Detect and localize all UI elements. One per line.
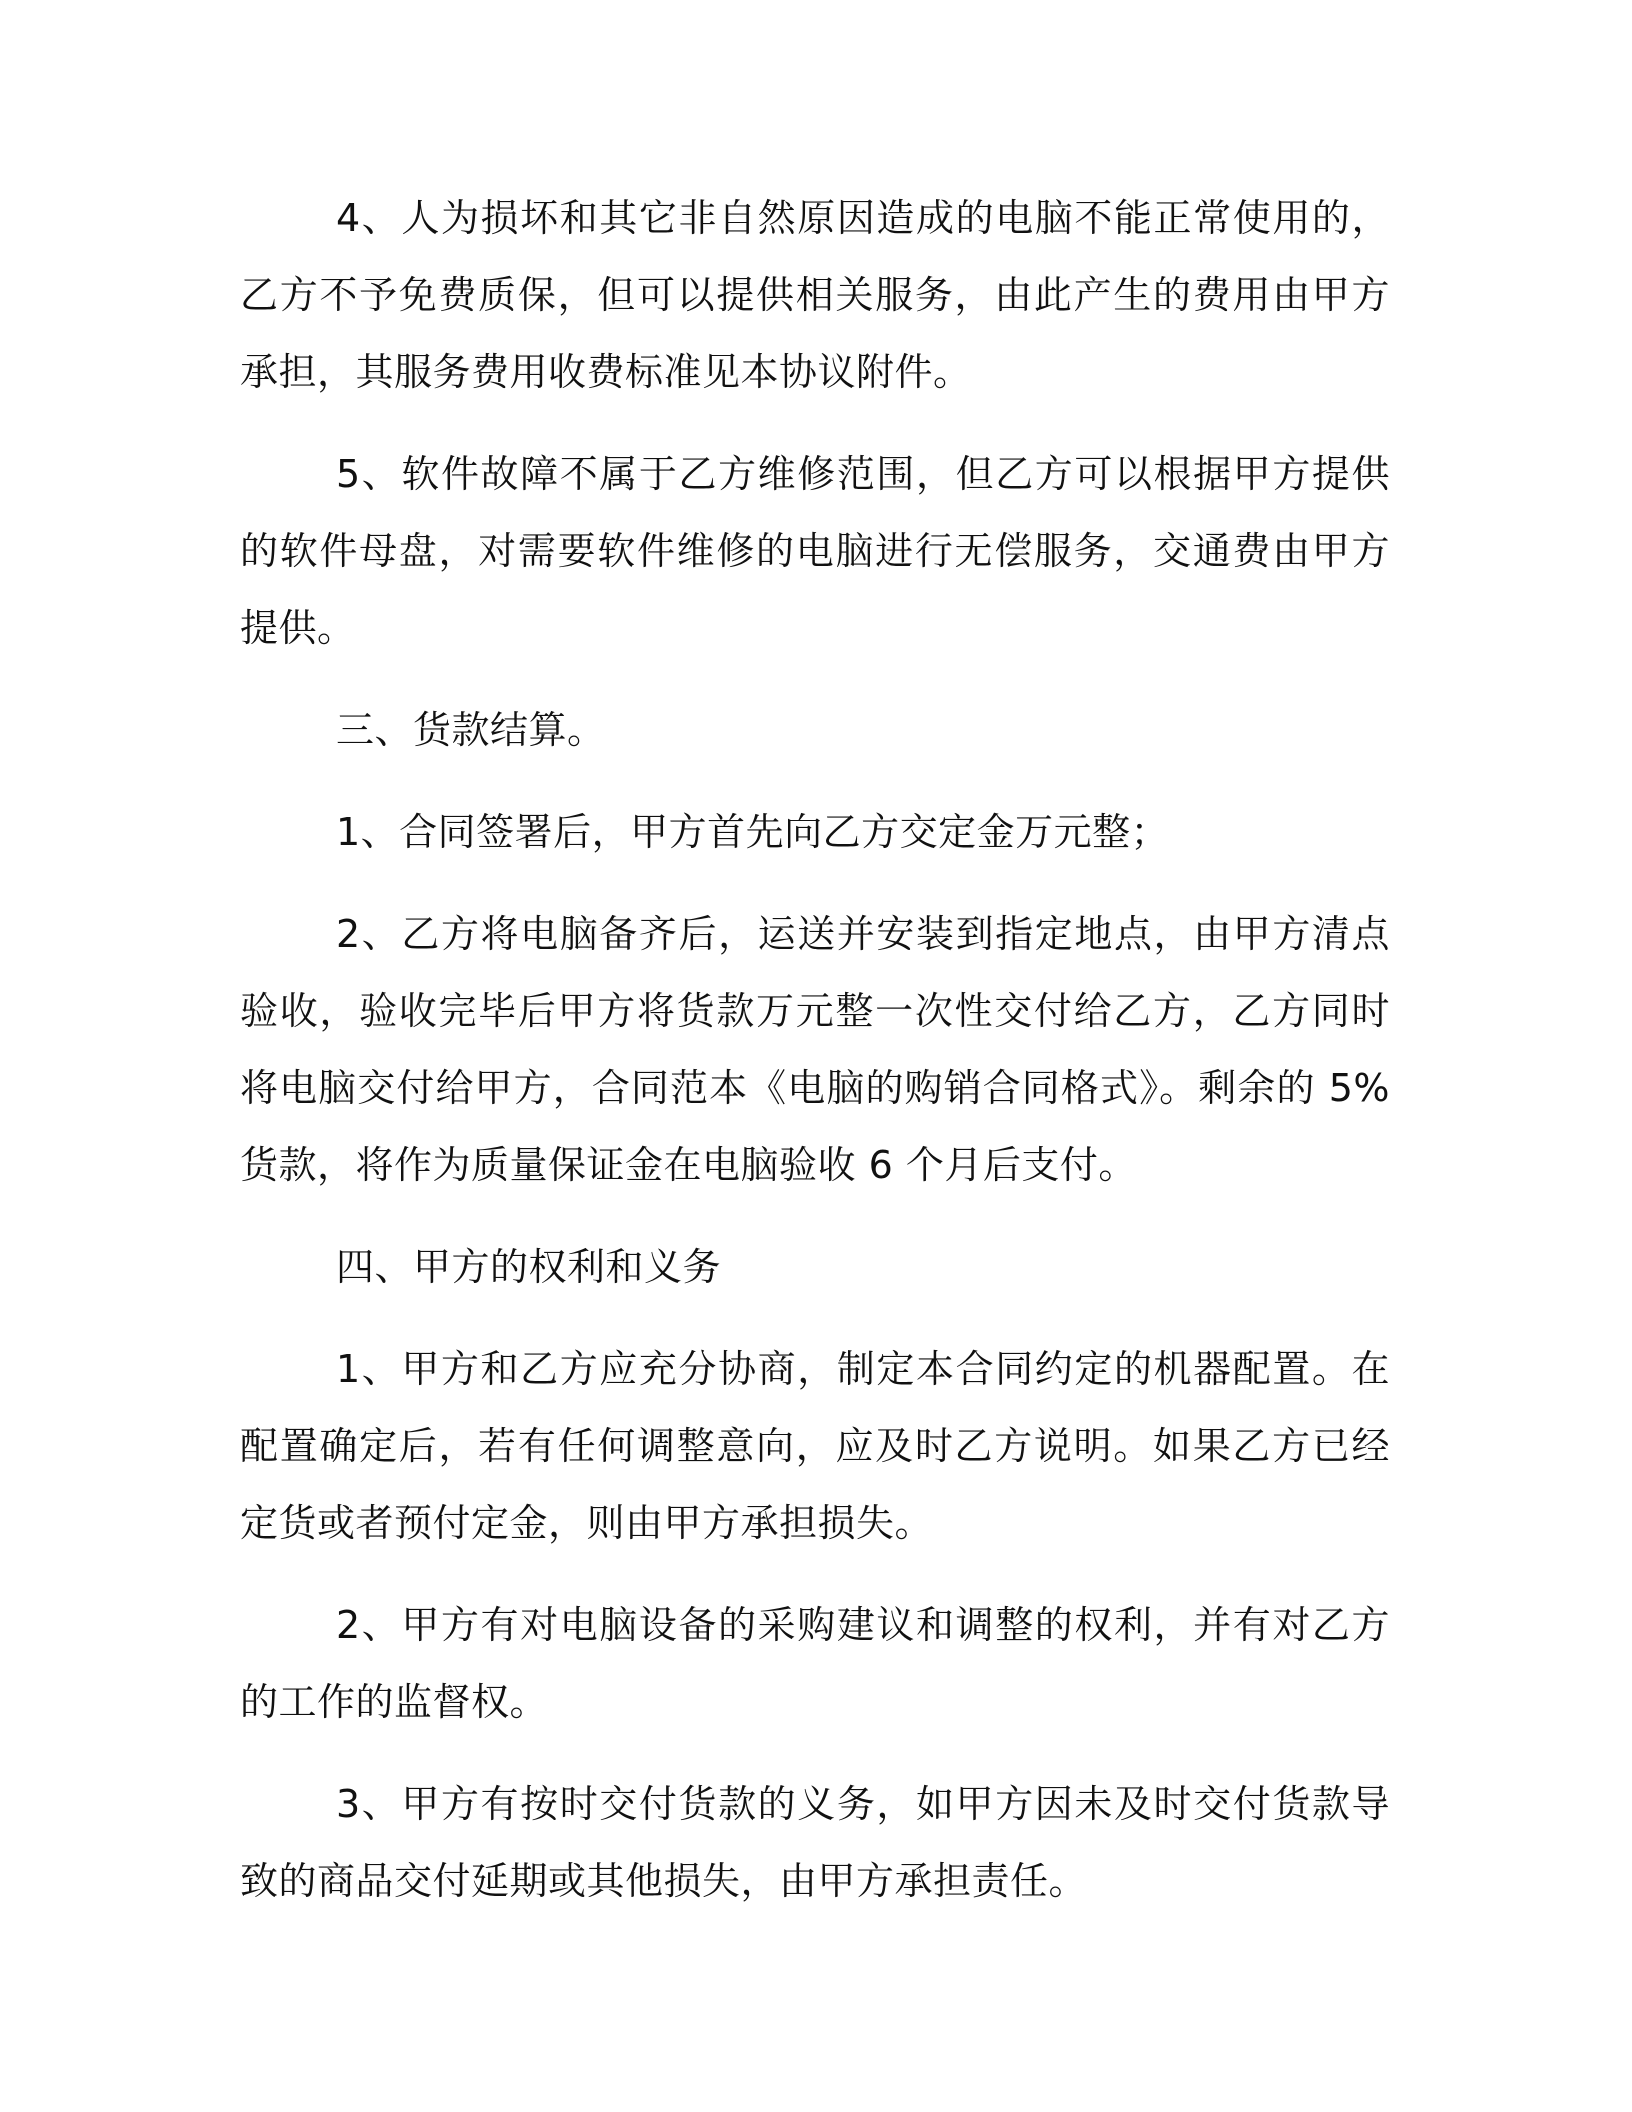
paragraph-payment-2-delivery: 2、乙方将电脑备齐后，运送并安装到指定地点，由甲方清点验收，验收完毕后甲方将货款万元整一次性交付给乙方，乙方同时将电脑交付给甲方，合同范本《电脑的购销合同格式》。剩余的 5%货款，将作为质量保证金在电脑验收 6 个月后支付。 [240,912,1390,1187]
paragraph-5-software-fault: 5、软件故障不属于乙方维修范围，但乙方可以根据甲方提供的软件母盘，对需要软件维修的电脑进行无偿服务，交通费由甲方提供。 [240,452,1390,650]
section-heading-party-a-rights: 四、甲方的权利和义务 [336,1245,722,1289]
paragraph-4-warranty-exclusion: 4、人为损坏和其它非自然原因造成的电脑不能正常使用的，乙方不予免费质保，但可以提供相关服务，由此产生的费用由甲方承担，其服务费用收费标准见本协议附件。 [240,196,1390,394]
paragraph-rights-3-payment-duty: 3、甲方有按时交付货款的义务，如甲方因未及时交付货款导致的商品交付延期或其他损失，由甲方承担责任。 [240,1782,1390,1903]
paragraph-payment-1-deposit: 1、合同签署后，甲方首先向乙方交定金万元整； [336,810,1170,854]
section-heading-payment: 三、货款结算。 [336,708,606,752]
document-body [240,180,1390,1920]
paragraph-rights-1-configuration: 1、甲方和乙方应充分协商，制定本合同约定的机器配置。在配置确定后，若有任何调整意向，应及时乙方说明。如果乙方已经定货或者预付定金，则由甲方承担损失。 [240,1347,1390,1545]
paragraph-rights-2-supervision: 2、甲方有对电脑设备的采购建议和调整的权利，并有对乙方的工作的监督权。 [240,1603,1390,1724]
